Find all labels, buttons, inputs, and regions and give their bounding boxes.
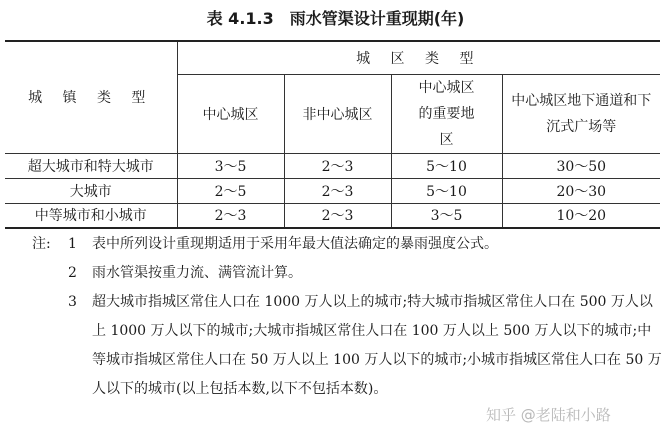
table-cell: 2～3 — [284, 153, 391, 178]
table-cell: 2～3 — [284, 178, 391, 203]
table-row — [5, 153, 660, 178]
column-header-underground-passage: 中心城区地下通道和下沉式广场等 — [502, 74, 660, 153]
table-notes — [32, 230, 662, 404]
table-cell: 3～5 — [177, 153, 284, 178]
table-row — [5, 203, 660, 228]
table-cell: 3～5 — [391, 203, 502, 228]
column-header-important-area: 中心城区的重要地区 — [391, 74, 502, 153]
note-item — [32, 288, 662, 404]
note-number: 3 — [68, 294, 77, 310]
table-cell: 10～20 — [502, 203, 660, 228]
note-text: 超大城市指城区常住人口在 1000 万人以上的城市;特大城市指城区常住人口在 500 万人以上 1000 万人以下的城市;大城市指城区常住人口在 100 万人以上 500 万人以下的城市;中等城市指城区常住人口在 50 万人以上 100 万人以下的城市;小城市指城区常住人口在 50 万人以下的城市(以上包括本数,以下不包括本数)。 — [92, 294, 662, 397]
row-label: 超大城市和特大城市 — [5, 153, 177, 178]
note-number: 2 — [68, 265, 77, 281]
column-header-center-district: 中心城区 — [177, 74, 284, 153]
table-cell: 5～10 — [391, 153, 502, 178]
group-header-district-type: 城 区 类 型 — [177, 41, 660, 74]
table-title: 表 4.1.3 雨水管渠设计重现期(年) — [206, 9, 465, 28]
table-cell: 30～50 — [502, 153, 660, 178]
notes-lead: 注: — [32, 236, 51, 252]
note-text: 雨水管渠按重力流、满管流计算。 — [92, 265, 302, 281]
row-label: 中等城市和小城市 — [5, 203, 177, 228]
table-header-row — [5, 41, 660, 74]
row-label: 大城市 — [5, 178, 177, 203]
row-header-city-type: 城 镇 类 型 — [5, 41, 177, 153]
table-cell: 2～3 — [177, 203, 284, 228]
watermark-text: 知乎 @老陆和小路 — [486, 406, 611, 424]
table-cell: 20～30 — [502, 178, 660, 203]
table-row — [5, 178, 660, 203]
design-return-period-table — [5, 40, 660, 229]
column-header-non-center-district: 非中心城区 — [284, 74, 391, 153]
table-cell: 5～10 — [391, 178, 502, 203]
note-item — [32, 259, 662, 288]
note-text: 表中所列设计重现期适用于采用年最大值法确定的暴雨强度公式。 — [92, 236, 498, 252]
note-number: 1 — [68, 236, 77, 252]
note-item — [32, 230, 662, 259]
table-cell: 2～5 — [177, 178, 284, 203]
table-cell: 2～3 — [284, 203, 391, 228]
